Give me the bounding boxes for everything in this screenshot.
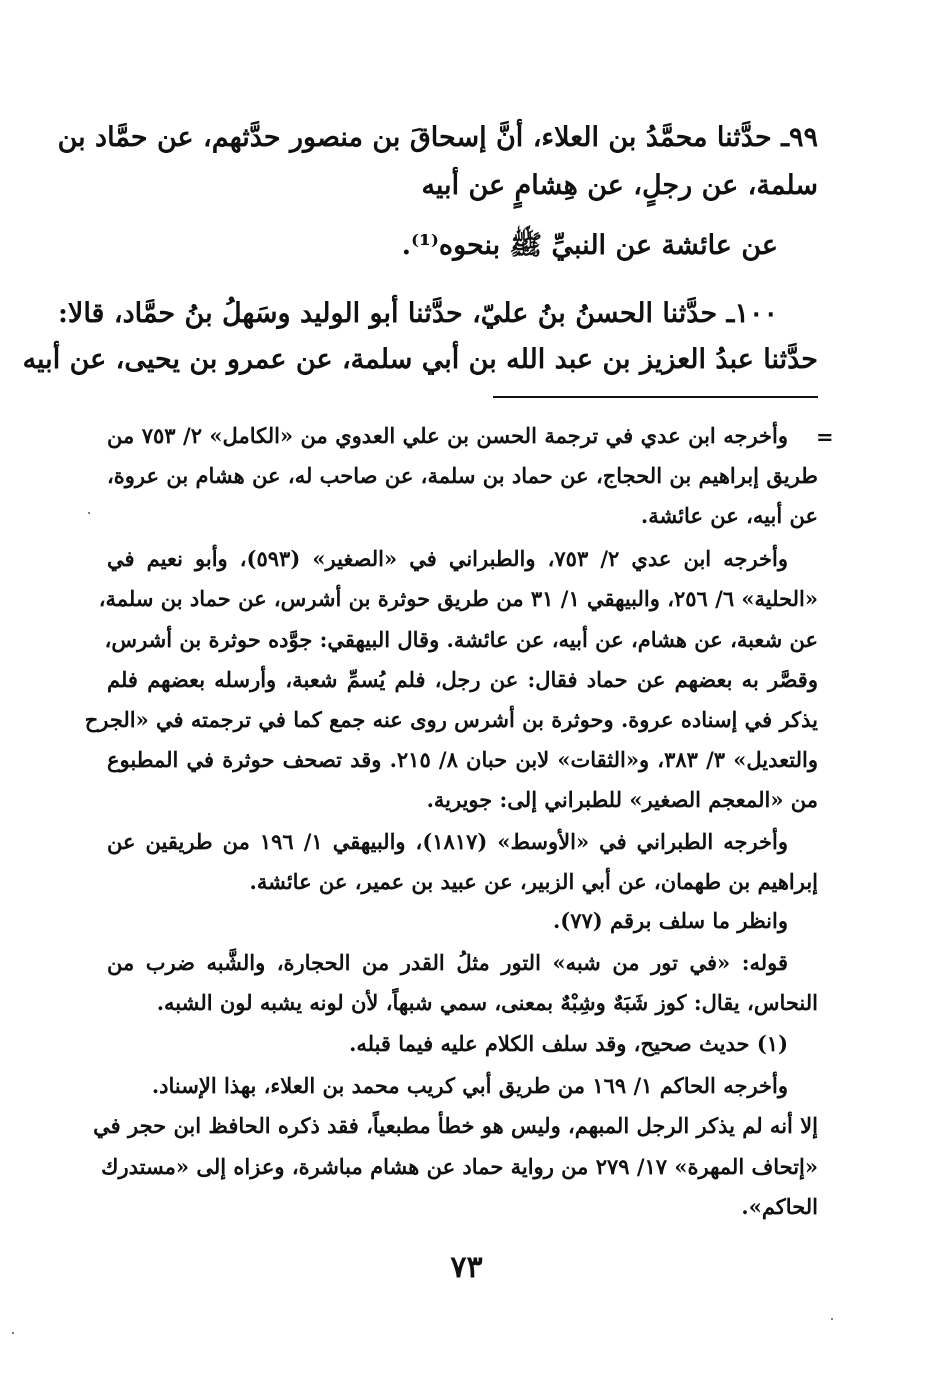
page-number: ٧٣ — [450, 1250, 483, 1285]
hadith-99-line-3: عن عائشة عن النبيِّ ﷺ بنحوه⁽¹⁾. — [401, 230, 778, 261]
footnote-line-13: وانظر ما سلف برقم (٧٧). — [552, 908, 788, 933]
footnote-line-17: وأخرجه الحاكم ١/ ١٦٩ من طريق أبي كريب محمد بن العلاء، بهذا الإسناد. — [151, 1073, 788, 1098]
footnote-line-18: إلا أنه لم يذكر الرجل المبهم، وليس هو خطأ مطبعياً، فقد ذكره الحافظ ابن حجر في — [93, 1113, 818, 1138]
footnote-line-12: إبراهيم بن طهمان، عن أبي الزبير، عن عبيد بن عمير، عن عائشة. — [249, 869, 818, 894]
footnote-line-1: وأخرجه ابن عدي في ترجمة الحسن بن علي العدوي من «الكامل» ٢/ ٧٥٣ من — [107, 423, 789, 448]
footnote-line-15: النحاس، يقال: كوز شَبَهٌ وشِبْهٌ بمعنى، سمي شبهاً، لأن لونه يشبه لون الشبه. — [156, 990, 818, 1015]
hadith-99-line-2: سلمة، عن رجلٍ، عن هِشامٍ عن أبيه — [421, 170, 818, 201]
footnote-line-3: عن أبيه، عن عائشة. — [640, 503, 818, 528]
footnote-line-14: قوله: «في تور من شبه» التور مثلُ القدر من الحجارة، والشَّبه ضرب من — [107, 950, 788, 975]
footnote-line-2: طريق إبراهيم بن الحجاج، عن حماد بن سلمة، عن صاحب له، عن هشام بن عروة، — [107, 463, 818, 488]
footnote-line-20: الحاكم». — [741, 1194, 818, 1219]
footnote-line-4: وأخرجه ابن عدي ٢/ ٧٥٣، والطبراني في «الصغير» (٥٩٣)، وأبو نعيم في — [107, 546, 789, 571]
footnote-line-16: (١) حديث صحيح، وقد سلف الكلام عليه فيما قبله. — [349, 1031, 788, 1056]
footnote-line-11: وأخرجه الطبراني في «الأوسط» (١٨١٧)، والبيهقي ١/ ١٩٦ من طريقين عن — [107, 829, 788, 854]
footnote-line-5: «الحلية» ٦/ ٢٥٦، والبيهقي ١/ ٣١ من طريق حوثرة بن أشرس، عن حماد بن سلمة، — [98, 586, 818, 611]
scan-speck — [12, 1332, 14, 1334]
scan-speck — [831, 1318, 833, 1320]
footnote-line-19: «إتحاف المهرة» ١٧/ ٢٧٩ من رواية حماد عن هشام مباشرة، وعزاه إلى «مستدرك — [101, 1154, 818, 1179]
footnote-line-8: يذكر في إسناده عروة. وحوثرة بن أشرس روى عنه جمع كما في ترجمته في «الجرح — [84, 707, 818, 732]
footnote-line-7: وقصَّر به بعضهم عن حماد فقال: عن رجل، فلم يُسمِّ شعبة، وأرسله بعضهم فلم — [107, 667, 818, 692]
footnote-line-10: من «المعجم الصغير» للطبراني إلى: جويرية. — [426, 787, 818, 812]
hadith-100-line-2: حدَّثنا عبدُ العزيز بن عبد الله بن أبي سلمة، عن عمرو بن يحيى، عن أبيه — [22, 344, 818, 375]
hadith-100-line-1: ١٠٠ـ حدَّثنا الحسنُ بنُ عليّ، حدَّثنا أبو الوليد وسَهلُ بنُ حمَّاد، قالا: — [57, 298, 778, 329]
footnote-line-9: والتعديل» ٣/ ٣٨٣، و«الثقات» لابن حبان ٨/ ٢١٥. وقد تصحف حوثرة في المطبوع — [107, 747, 818, 772]
footnote-separator — [493, 396, 818, 398]
continuation-mark: = — [816, 424, 834, 449]
scan-speck — [88, 512, 90, 514]
footnote-line-6: عن شعبة، عن هشام، عن أبيه، عن عائشة. وقال البيهقي: جوَّده حوثرة بن أشرس، — [104, 627, 818, 652]
hadith-99-line-1: ٩٩ـ حدَّثنا محمَّدُ بن العلاء، أنَّ إسحاقَ بن منصور حدَّثهم، عن حمَّاد بن — [57, 122, 818, 153]
